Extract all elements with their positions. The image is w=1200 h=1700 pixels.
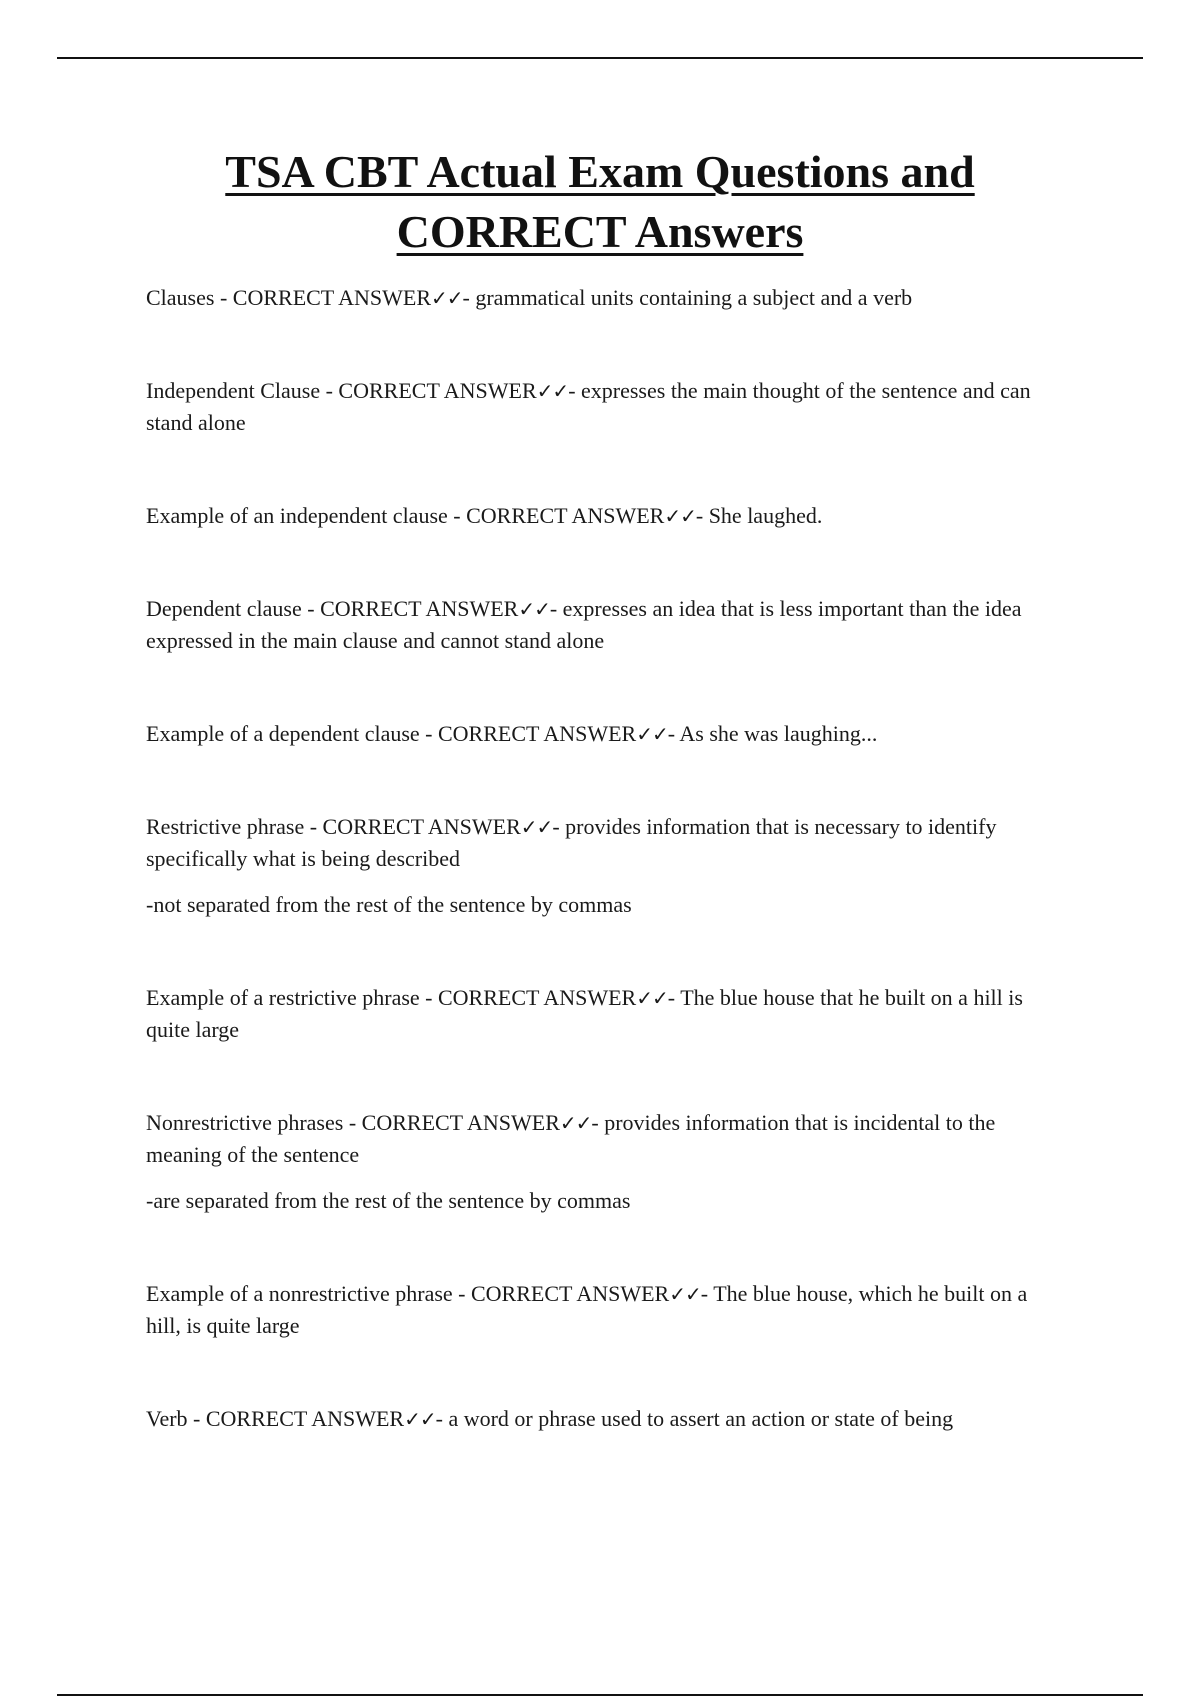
qa-line — [146, 718, 1066, 750]
qa-line — [146, 811, 1066, 875]
answer-marker: - CORRECT ANSWER — [301, 596, 519, 621]
qa-definition: The blue house that he built on a hill is quite large — [146, 985, 1023, 1042]
qa-definition: expresses an idea that is less important than the idea expressed in the main clause and cannot stand alone — [146, 596, 1022, 653]
qa-definition: As she was laughing... — [679, 721, 878, 746]
check-marks-icon: ✓✓ — [664, 504, 696, 528]
answer-separator: - — [700, 1281, 714, 1306]
answer-marker: - CORRECT ANSWER — [187, 1406, 405, 1431]
check-marks-icon: ✓✓ — [518, 597, 550, 621]
qa-entry — [146, 982, 1066, 1046]
answer-marker: - CORRECT ANSWER — [214, 285, 432, 310]
qa-line — [146, 1278, 1066, 1342]
qa-definition: expresses the main thought of the sentence and can stand alone — [146, 378, 1031, 435]
qa-entry — [146, 811, 1066, 921]
qa-entry — [146, 1107, 1066, 1217]
answer-separator: - — [695, 503, 709, 528]
check-marks-icon: ✓✓ — [636, 986, 668, 1010]
qa-definition: a word or phrase used to assert an action or state of being — [448, 1406, 954, 1431]
qa-entry — [146, 282, 1066, 314]
qa-entry — [146, 718, 1066, 750]
answer-marker: - CORRECT ANSWER — [343, 1110, 560, 1135]
answer-marker: - CORRECT ANSWER — [452, 1281, 670, 1306]
qa-term: Verb — [146, 1406, 188, 1431]
check-marks-icon: ✓✓ — [559, 1111, 592, 1135]
answer-separator: - — [435, 1406, 449, 1431]
qa-term: Example of a nonrestrictive phrase — [146, 1281, 453, 1306]
qa-term: Example of an independent clause — [146, 503, 448, 528]
qa-list — [146, 282, 1066, 1435]
check-marks-icon: ✓✓ — [520, 815, 553, 839]
qa-term: Clauses — [146, 285, 215, 310]
answer-separator: - — [667, 721, 680, 746]
answer-separator: - — [552, 814, 566, 839]
check-marks-icon: ✓✓ — [431, 286, 463, 310]
bottom-rule — [57, 1694, 1143, 1696]
answer-separator: - — [549, 596, 563, 621]
qa-definition: She laughed. — [708, 503, 823, 528]
qa-line — [146, 500, 1066, 532]
answer-marker: - CORRECT ANSWER — [419, 985, 637, 1010]
document-title — [100, 142, 1100, 262]
qa-term: Dependent clause — [146, 596, 302, 621]
answer-separator: - — [667, 985, 681, 1010]
qa-entry — [146, 1278, 1066, 1342]
check-marks-icon: ✓✓ — [536, 379, 569, 403]
qa-definition: provides information that is incidental to the meaning of the sentence — [146, 1110, 996, 1167]
qa-entry — [146, 375, 1066, 439]
qa-line — [146, 375, 1066, 439]
qa-note: -not separated from the rest of the sentence by commas — [146, 892, 632, 917]
answer-marker: - CORRECT ANSWER — [304, 814, 521, 839]
answer-separator: - — [462, 285, 476, 310]
qa-note: -are separated from the rest of the sentence by commas — [146, 1188, 631, 1213]
answer-separator: - — [591, 1110, 605, 1135]
qa-definition: The blue house, which he built on a hill, is quite large — [146, 1281, 1028, 1338]
qa-entry — [146, 1403, 1066, 1435]
qa-term: Example of a restrictive phrase — [146, 985, 420, 1010]
qa-term: Independent Clause — [146, 378, 321, 403]
qa-line — [146, 1403, 1066, 1435]
qa-entry — [146, 593, 1066, 657]
check-marks-icon: ✓✓ — [669, 1282, 701, 1306]
check-marks-icon: ✓✓ — [404, 1407, 436, 1431]
qa-term: Nonrestrictive phrases — [146, 1110, 344, 1135]
answer-separator: - — [568, 378, 582, 403]
qa-definition: provides information that is necessary to identify specifically what is being described — [146, 814, 997, 871]
answer-marker: - CORRECT ANSWER — [419, 721, 637, 746]
title-line-2: CORRECT Answers — [396, 206, 804, 257]
qa-line — [146, 593, 1066, 657]
title-line-1: TSA CBT Actual Exam Questions and — [225, 146, 975, 197]
qa-line — [146, 282, 1066, 314]
qa-term: Restrictive phrase — [146, 814, 305, 839]
qa-line — [146, 982, 1066, 1046]
qa-line — [146, 1107, 1066, 1171]
check-marks-icon: ✓✓ — [636, 722, 668, 746]
qa-definition: grammatical units containing a subject and a verb — [475, 285, 913, 310]
top-rule — [57, 57, 1143, 59]
qa-entry — [146, 500, 1066, 532]
answer-marker: - CORRECT ANSWER — [320, 378, 537, 403]
answer-marker: - CORRECT ANSWER — [447, 503, 665, 528]
qa-term: Example of a dependent clause — [146, 721, 420, 746]
